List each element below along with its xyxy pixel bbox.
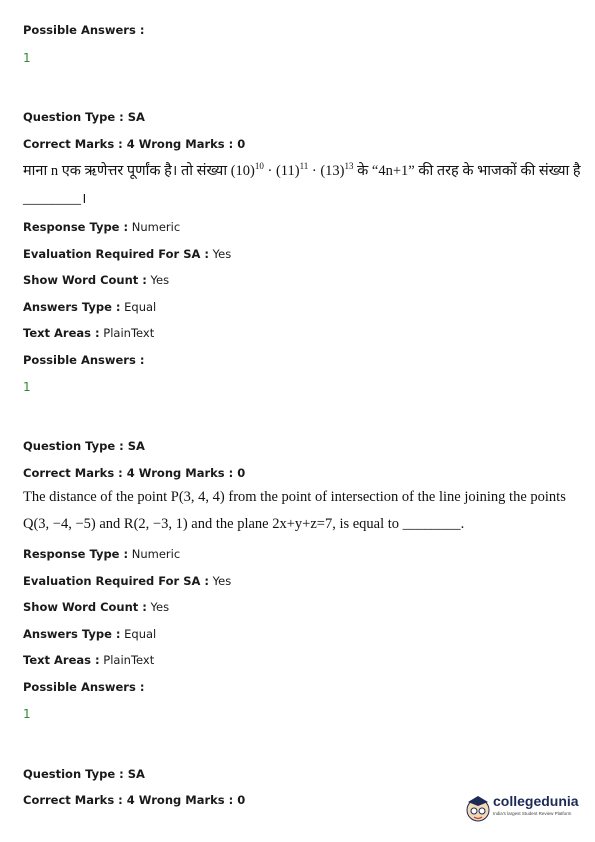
- answers-type: Answers Type : Equal: [23, 627, 157, 641]
- marks-info: Correct Marks : 4 Wrong Marks : 0: [23, 466, 246, 480]
- possible-answers-label: Possible Answers :: [23, 23, 145, 37]
- mascot-icon: [467, 796, 489, 821]
- question-text-line-2: ________।: [23, 191, 87, 207]
- show-word-count: Show Word Count : Yes: [23, 600, 170, 614]
- question-text-line-2: Q(3, −4, −5) and R(2, −3, 1) and the plane 2x+y+z=7, is equal to ________.: [23, 516, 465, 532]
- question-text-line-1: The distance of the point P(3, 4, 4) from the point of intersection of the line joining the points: [23, 489, 566, 505]
- question-type: Question Type : SA: [23, 110, 145, 124]
- question-text-line-1: माना n एक ऋणेत्तर पूर्णांक है। तो संख्या $(10)^{10} \cdot (11)^{11} \cdot (13)^{13}$ के “4n+1” की तरह के भाजकों की संख्या है: [23, 161, 581, 179]
- possible-answer-value: 1: [23, 380, 31, 394]
- evaluation-required: Evaluation Required For SA : Yes: [23, 247, 232, 261]
- possible-answer-value: 1: [23, 51, 31, 65]
- answers-type: Answers Type : Equal: [23, 300, 157, 314]
- question-type: Question Type : SA: [23, 439, 145, 453]
- marks-info: Correct Marks : 4 Wrong Marks : 0: [23, 793, 246, 807]
- possible-answers-label: Possible Answers :: [23, 680, 145, 694]
- question-type: Question Type : SA: [23, 767, 145, 781]
- text-areas: Text Areas : PlainText: [23, 326, 155, 340]
- response-type: Response Type : Numeric: [23, 547, 181, 561]
- text-areas: Text Areas : PlainText: [23, 653, 155, 667]
- show-word-count: Show Word Count : Yes: [23, 273, 170, 287]
- marks-info: Correct Marks : 4 Wrong Marks : 0: [23, 137, 246, 151]
- logo-wordmark: collegedunia: [493, 793, 579, 809]
- response-type: Response Type : Numeric: [23, 220, 181, 234]
- possible-answers-label: Possible Answers :: [23, 353, 145, 367]
- logo-tagline: India's largest Student Review Platform: [493, 811, 572, 816]
- evaluation-required: Evaluation Required For SA : Yes: [23, 574, 232, 588]
- possible-answer-value: 1: [23, 707, 31, 721]
